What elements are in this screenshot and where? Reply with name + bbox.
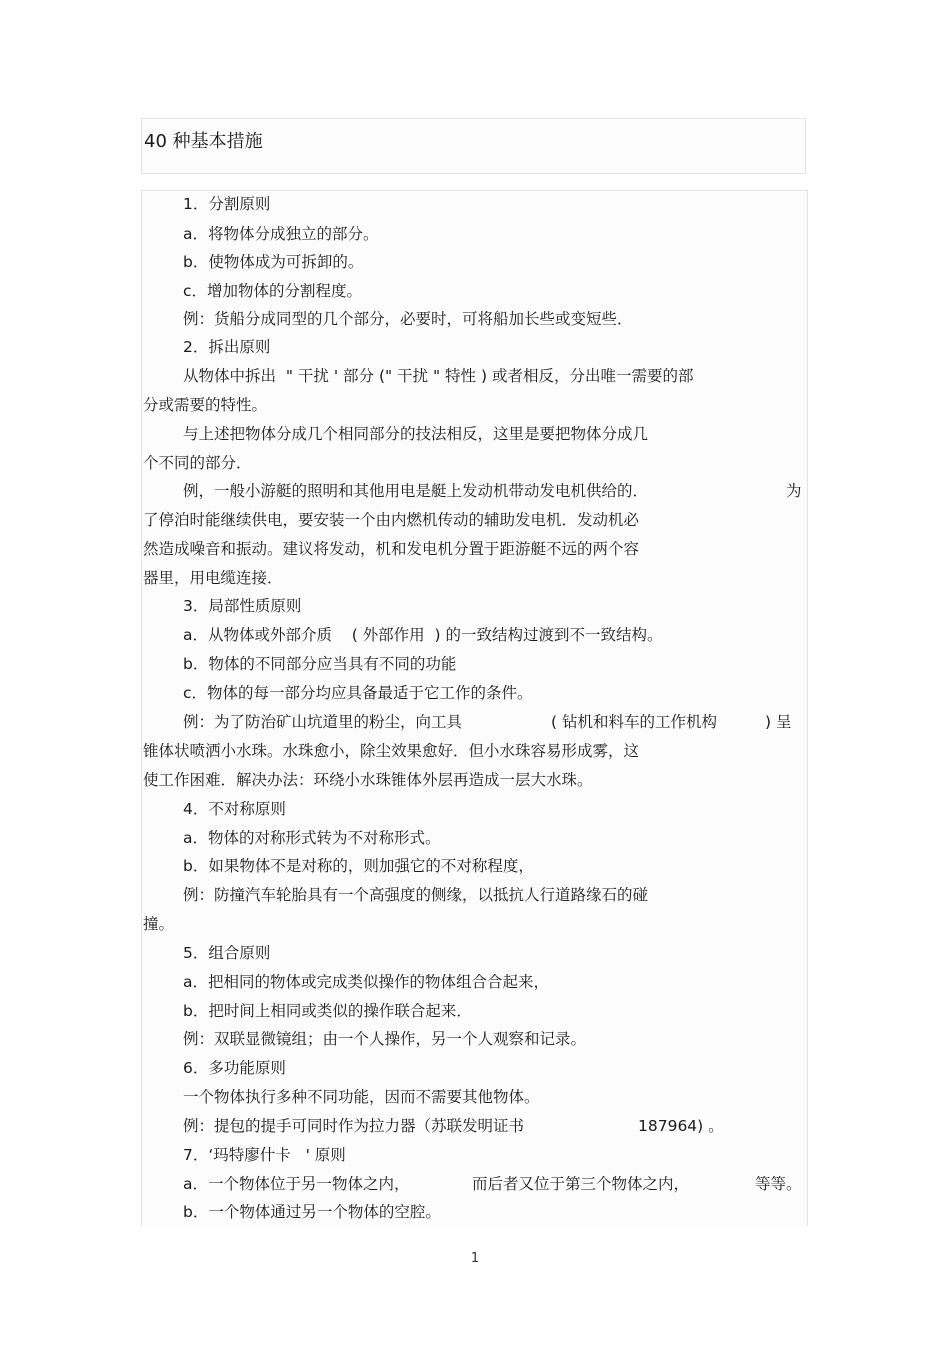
text-line: 例：双联显微镜组；由一个人操作，另一个人观察和记录。 <box>183 1030 587 1048</box>
text-line: 例：货船分成同型的几个部分，必要时，可将船加长些或变短些． <box>183 310 633 328</box>
text-line: a．把相同的物体或完成类似操作的物体组合合起来， <box>183 973 550 991</box>
text-line: 等等。 <box>755 1175 802 1193</box>
heading-2: 2．拆出原则 <box>183 338 271 356</box>
text-line: 例：为了防治矿山坑道里的粉尘，向工具 <box>183 713 463 731</box>
text-line: 例，一般小游艇的照明和其他用电是艇上发动机带动发电机供给的． <box>183 482 649 500</box>
heading-5: 5．组合原则 <box>183 944 271 962</box>
text-line: 使工作困难．解决办法：环绕小水珠锥体外层再造成一层大水珠。 <box>143 771 593 789</box>
text-line: a．从物体或外部介质 ( 外部作用 ) 的一致结构过渡到不一致结构。 <box>183 626 663 644</box>
text-line: b．把时间上相同或类似的操作联合起来． <box>183 1002 472 1020</box>
text-line: 187964) 。 <box>638 1117 724 1135</box>
text-line: 撞。 <box>143 915 175 933</box>
heading-6: 6．多功能原则 <box>183 1059 286 1077</box>
text-line: a．将物体分成独立的部分。 <box>183 225 379 243</box>
text-line: b．使物体成为可拆卸的。 <box>183 253 364 271</box>
text-line: 了停泊时能继续供电，要安装一个由内燃机传动的辅助发电机．发动机必 <box>143 511 640 529</box>
text-line: 个不同的部分． <box>143 454 252 472</box>
page-title: 40 种基本措施 <box>144 131 263 152</box>
page-number: 1 <box>470 1251 480 1266</box>
text-line: a．物体的对称形式转为不对称形式。 <box>183 829 441 847</box>
text-line: 为 <box>786 482 802 500</box>
title-box <box>141 118 806 174</box>
heading-4: 4．不对称原则 <box>183 800 286 818</box>
text-line: 从物体中拆出 " 干扰 ' 部分 (" 干扰 " 特性 ) 或者相反，分出唯一需要的部 <box>183 367 694 385</box>
text-line: 然造成噪音和振动。建议将发动，机和发电机分置于距游艇不远的两个容 <box>143 540 640 558</box>
text-line: b．如果物体不是对称的，则加强它的不对称程度， <box>183 857 534 875</box>
text-line: 与上述把物体分成几个相同部分的技法相反，这里是要把物体分成几 <box>183 425 649 443</box>
text-line: c．增加物体的分割程度。 <box>183 282 363 300</box>
text-line: 器里，用电缆连接． <box>143 569 283 587</box>
text-line: b．一个物体通过另一个物体的空腔。 <box>183 1203 441 1221</box>
text-line: 分或需要的特性。 <box>143 396 268 414</box>
heading-7: 7．‘玛特廖什卡 ' 原则 <box>183 1146 346 1164</box>
text-line: b．物体的不同部分应当具有不同的功能 <box>183 655 457 673</box>
text-line: ( 钻机和料车的工作机构 <box>551 713 717 731</box>
text-line: 而后者又位于第三个物体之内， <box>472 1175 690 1193</box>
text-line: c．物体的每一部分均应具备最适于它工作的条件。 <box>183 684 533 702</box>
text-line: 一个物体执行多种不同功能，因而不需要其他物体。 <box>183 1088 540 1106</box>
text-line: ) 呈 <box>765 713 792 731</box>
heading-3: 3．局部性质原则 <box>183 597 302 615</box>
heading-1: 1．分割原则 <box>183 195 271 213</box>
text-line: a．一个物体位于另一物体之内， <box>183 1175 410 1193</box>
text-line: 例：防撞汽车轮胎具有一个高强度的侧缘，以抵抗人行道路缘石的碰 <box>183 886 649 904</box>
text-line: 锥体状喷洒小水珠。水珠愈小，除尘效果愈好．但小水珠容易形成雾，这 <box>143 742 640 760</box>
text-line: 例：提包的提手可同时作为拉力器（苏联发明证书 <box>183 1117 525 1135</box>
